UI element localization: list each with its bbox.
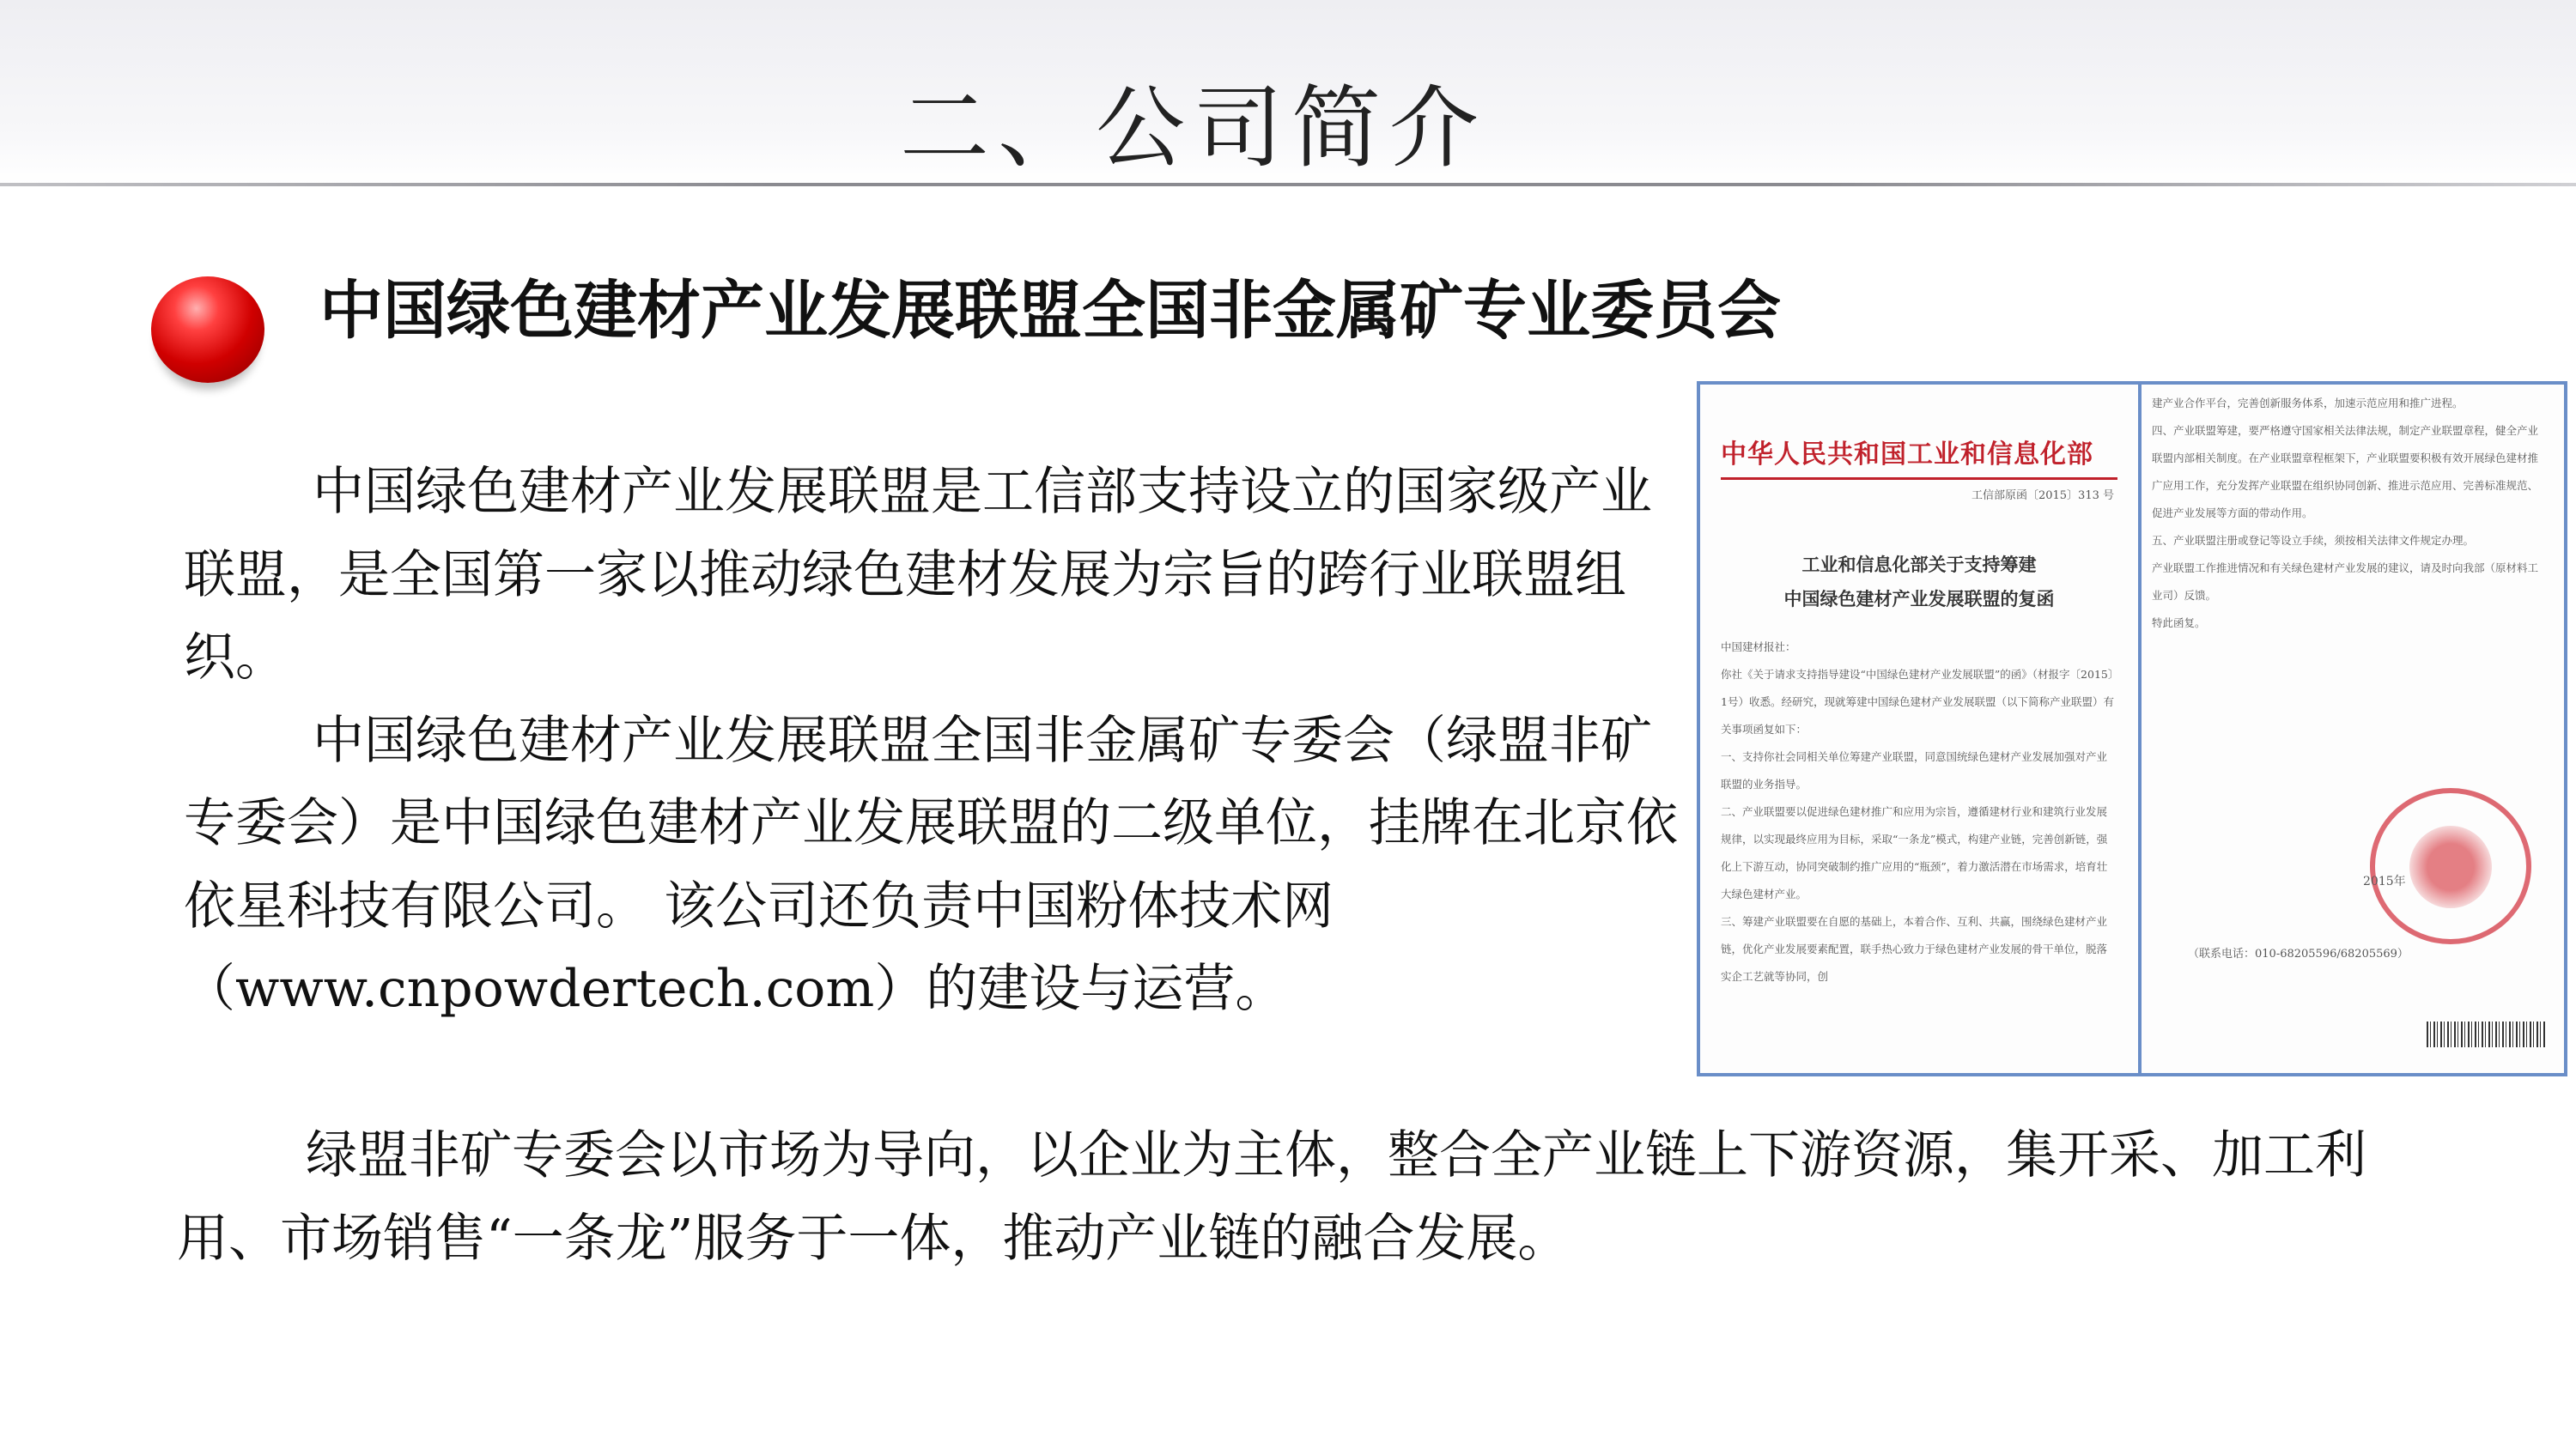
- section-heading: 中国绿色建材产业发展联盟全国非金属矿专业委员会: [319, 274, 1781, 348]
- document-item-1: 一、支持你社会同相关单位筹建产业联盟，同意国统绿色建材产业发展加强对产业联盟的业务指导。: [1721, 750, 2108, 791]
- document-ministry-header: 中华人民共和国工业和信息化部: [1721, 440, 2093, 470]
- document-title-line-1: 工业和信息化部关于支持筹建: [1801, 554, 2037, 575]
- paragraph-2: 中国绿色建材产业发展联盟全国非金属矿专委会（绿盟非矿专委会）是中国绿色建材产业发展联盟的二级单位，挂牌在北京依依星科技有限公司。 该公司还负责中国粉体技术网（www.cnpowdertech.com）的建设与运营。: [184, 710, 1678, 1019]
- document-item-3: 三、筹建产业联盟要在自愿的基础上，本着合作、互利、共赢，围绕绿色建材产业链，优化产业发展要素配置，联手热心致力于绿色建材产业发展的骨干单位，脱落实企工艺就等协同，创: [1721, 915, 2108, 983]
- document-item-5: 五、产业联盟注册或登记等设立手续，须按相关法律文件规定办理。: [2152, 534, 2475, 547]
- official-seal-icon: [2370, 788, 2531, 944]
- document-title: [1726, 548, 2112, 616]
- document-paragraph-intro: 你社《关于请求支持指导建设“中国绿色建材产业发展联盟”的函》（材报字〔2015〕1号）收悉。经研究，现就筹建中国绿色建材产业发展联盟（以下简称产业联盟）有关事项函复如下：: [1721, 668, 2114, 736]
- document-title-line-2: 中国绿色建材产业发展联盟的复函: [1783, 588, 2055, 609]
- document-closing: 特此函复。: [2152, 616, 2206, 629]
- ministry-document-image: [1697, 381, 2567, 1076]
- document-item-6: 产业联盟工作推进情况和有关绿色建材产业发展的建议，请及时向我部（原材料工业司）反馈。: [2152, 561, 2539, 602]
- paragraph-3: 绿盟非矿专委会以市场为导向，以企业为主体，整合全产业链上下游资源，集开采、加工利用、市场销售“一条龙”服务于一体，推动产业链的融合发展。: [177, 1125, 2366, 1269]
- paragraph-1: 中国绿色建材产业发展联盟是工信部支持设立的国家级产业联盟，是全国第一家以推动绿色建材发展为宗旨的跨行业联盟组织。: [184, 462, 1652, 688]
- body-text-top: [184, 451, 1678, 1031]
- red-ball-bullet-icon: [151, 276, 264, 383]
- document-addressee: 中国建材报社：: [1721, 640, 1796, 653]
- document-paragraph-continued: 建产业合作平台，完善创新服务体系，加速示范应用和推广进程。: [2152, 397, 2464, 409]
- document-page-left: [1700, 385, 2142, 1073]
- document-item-4: 四、产业联盟筹建，要严格遵守国家相关法律法规，制定产业联盟章程，健全产业联盟内部相关制度。在产业联盟章程框架下，产业联盟要积极有效开展绿色建材推广应用工作，充分发挥产业联盟在组织协同创新、推进示范应用、完善标准规范、促进产业发展等方面的带动作用。: [2152, 424, 2539, 519]
- document-page-right: [2143, 385, 2561, 1073]
- body-text-bottom: [177, 1114, 2392, 1280]
- document-date: 2015年: [2363, 875, 2406, 888]
- document-number: 工信部原函〔2015〕313 号: [1971, 489, 2114, 502]
- document-body-right: [2152, 390, 2549, 637]
- slide-title: 二、公司简介: [899, 76, 1487, 180]
- title-underline: [0, 183, 2576, 186]
- document-contact: （联系电话：010-68205596/68205569）: [2188, 948, 2409, 961]
- document-red-rule: [1721, 477, 2117, 480]
- seal-emblem-icon: [2409, 826, 2492, 908]
- barcode-icon: [2427, 1022, 2547, 1047]
- document-body-left: [1721, 634, 2117, 991]
- document-item-2: 二、产业联盟要以促进绿色建材推广和应用为宗旨，遵循建材行业和建筑行业发展规律，以实现最终应用为目标，采取“一条龙”模式，构建产业链，完善创新链，强化上下游互动，协同突破制约推广应用的“瓶颈”，着力激活潜在市场需求，培育壮大绿色建材产业。: [1721, 805, 2108, 900]
